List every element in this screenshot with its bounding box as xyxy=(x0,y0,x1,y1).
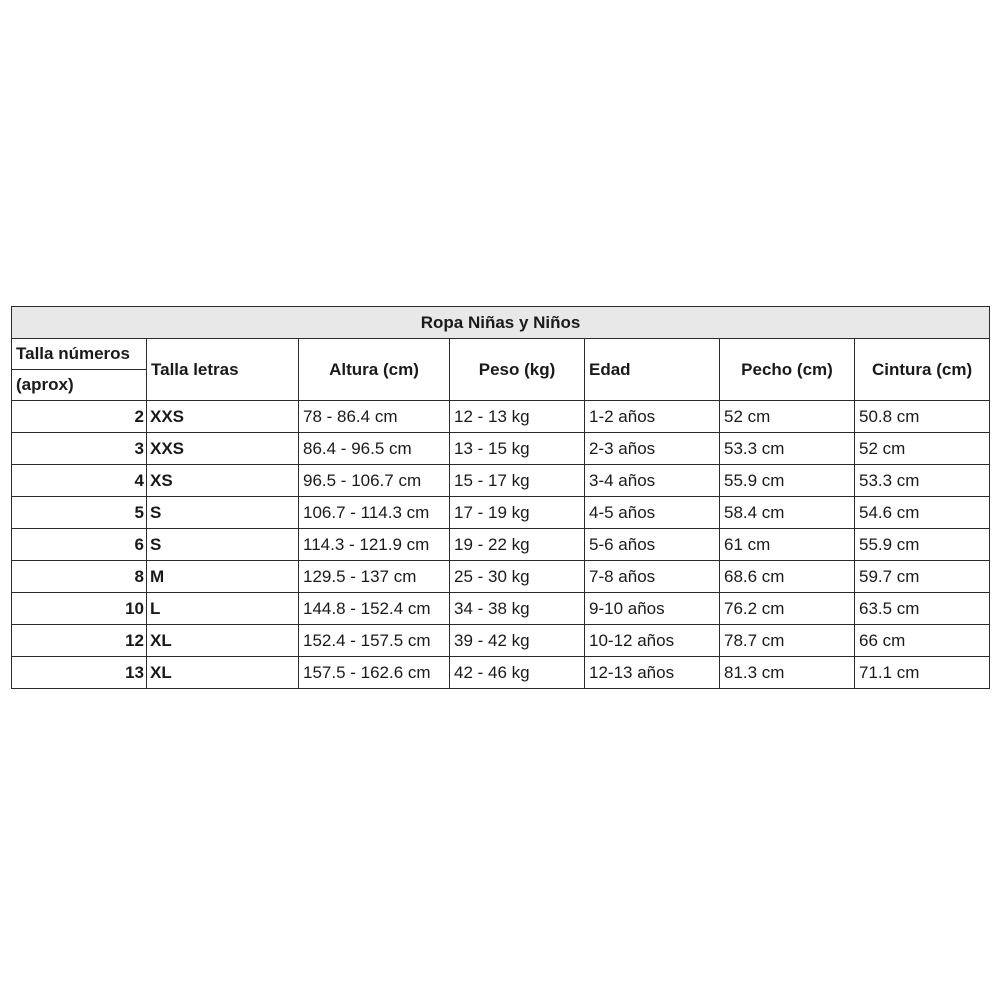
cell-talla-numero: 13 xyxy=(12,657,147,689)
table-row xyxy=(12,657,990,689)
cell-talla-letra: M xyxy=(147,561,299,593)
cell-talla-numero: 5 xyxy=(12,497,147,529)
cell-edad: 4-5 años xyxy=(585,497,720,529)
cell-talla-numero: 12 xyxy=(12,625,147,657)
cell-peso: 25 - 30 kg xyxy=(450,561,585,593)
cell-talla-numero: 2 xyxy=(12,401,147,433)
cell-talla-numero: 10 xyxy=(12,593,147,625)
cell-peso: 34 - 38 kg xyxy=(450,593,585,625)
table-title-row xyxy=(12,307,990,339)
header-peso: Peso (kg) xyxy=(450,339,585,401)
header-talla-numeros-aprox: (aprox) xyxy=(12,370,147,401)
table-row xyxy=(12,625,990,657)
cell-peso: 42 - 46 kg xyxy=(450,657,585,689)
cell-edad: 10-12 años xyxy=(585,625,720,657)
table-row xyxy=(12,433,990,465)
cell-cintura: 66 cm xyxy=(855,625,990,657)
cell-altura: 114.3 - 121.9 cm xyxy=(299,529,450,561)
cell-pecho: 53.3 cm xyxy=(720,433,855,465)
header-row xyxy=(12,339,990,370)
table-row xyxy=(12,529,990,561)
cell-cintura: 63.5 cm xyxy=(855,593,990,625)
cell-altura: 96.5 - 106.7 cm xyxy=(299,465,450,497)
header-altura: Altura (cm) xyxy=(299,339,450,401)
cell-pecho: 55.9 cm xyxy=(720,465,855,497)
cell-altura: 157.5 - 162.6 cm xyxy=(299,657,450,689)
cell-peso: 39 - 42 kg xyxy=(450,625,585,657)
cell-peso: 12 - 13 kg xyxy=(450,401,585,433)
cell-altura: 144.8 - 152.4 cm xyxy=(299,593,450,625)
cell-altura: 86.4 - 96.5 cm xyxy=(299,433,450,465)
cell-pecho: 52 cm xyxy=(720,401,855,433)
cell-cintura: 50.8 cm xyxy=(855,401,990,433)
table-row xyxy=(12,561,990,593)
cell-edad: 9-10 años xyxy=(585,593,720,625)
cell-talla-letra: XXS xyxy=(147,401,299,433)
table-row xyxy=(12,465,990,497)
cell-pecho: 81.3 cm xyxy=(720,657,855,689)
cell-cintura: 54.6 cm xyxy=(855,497,990,529)
cell-edad: 1-2 años xyxy=(585,401,720,433)
cell-talla-letra: XS xyxy=(147,465,299,497)
cell-talla-letra: S xyxy=(147,529,299,561)
cell-altura: 106.7 - 114.3 cm xyxy=(299,497,450,529)
cell-pecho: 58.4 cm xyxy=(720,497,855,529)
cell-talla-letra: XL xyxy=(147,625,299,657)
header-cintura: Cintura (cm) xyxy=(855,339,990,401)
cell-peso: 19 - 22 kg xyxy=(450,529,585,561)
cell-talla-letra: XL xyxy=(147,657,299,689)
cell-talla-letra: XXS xyxy=(147,433,299,465)
cell-talla-numero: 6 xyxy=(12,529,147,561)
cell-peso: 17 - 19 kg xyxy=(450,497,585,529)
cell-edad: 12-13 años xyxy=(585,657,720,689)
cell-talla-letra: S xyxy=(147,497,299,529)
header-talla-numeros: Talla números xyxy=(12,339,147,370)
cell-altura: 78 - 86.4 cm xyxy=(299,401,450,433)
header-edad: Edad xyxy=(585,339,720,401)
cell-edad: 5-6 años xyxy=(585,529,720,561)
cell-cintura: 71.1 cm xyxy=(855,657,990,689)
cell-peso: 13 - 15 kg xyxy=(450,433,585,465)
cell-talla-numero: 4 xyxy=(12,465,147,497)
cell-cintura: 53.3 cm xyxy=(855,465,990,497)
cell-cintura: 59.7 cm xyxy=(855,561,990,593)
cell-edad: 3-4 años xyxy=(585,465,720,497)
cell-edad: 2-3 años xyxy=(585,433,720,465)
table-title: Ropa Niñas y Niños xyxy=(12,307,990,339)
header-pecho: Pecho (cm) xyxy=(720,339,855,401)
cell-talla-letra: L xyxy=(147,593,299,625)
cell-edad: 7-8 años xyxy=(585,561,720,593)
cell-pecho: 76.2 cm xyxy=(720,593,855,625)
size-chart-table xyxy=(11,306,990,689)
cell-altura: 129.5 - 137 cm xyxy=(299,561,450,593)
cell-pecho: 61 cm xyxy=(720,529,855,561)
cell-altura: 152.4 - 157.5 cm xyxy=(299,625,450,657)
table-row xyxy=(12,497,990,529)
cell-cintura: 52 cm xyxy=(855,433,990,465)
table-body xyxy=(12,401,990,689)
cell-peso: 15 - 17 kg xyxy=(450,465,585,497)
cell-cintura: 55.9 cm xyxy=(855,529,990,561)
table-row xyxy=(12,401,990,433)
cell-talla-numero: 8 xyxy=(12,561,147,593)
cell-pecho: 78.7 cm xyxy=(720,625,855,657)
table-row xyxy=(12,593,990,625)
cell-pecho: 68.6 cm xyxy=(720,561,855,593)
cell-talla-numero: 3 xyxy=(12,433,147,465)
header-talla-letras: Talla letras xyxy=(147,339,299,401)
